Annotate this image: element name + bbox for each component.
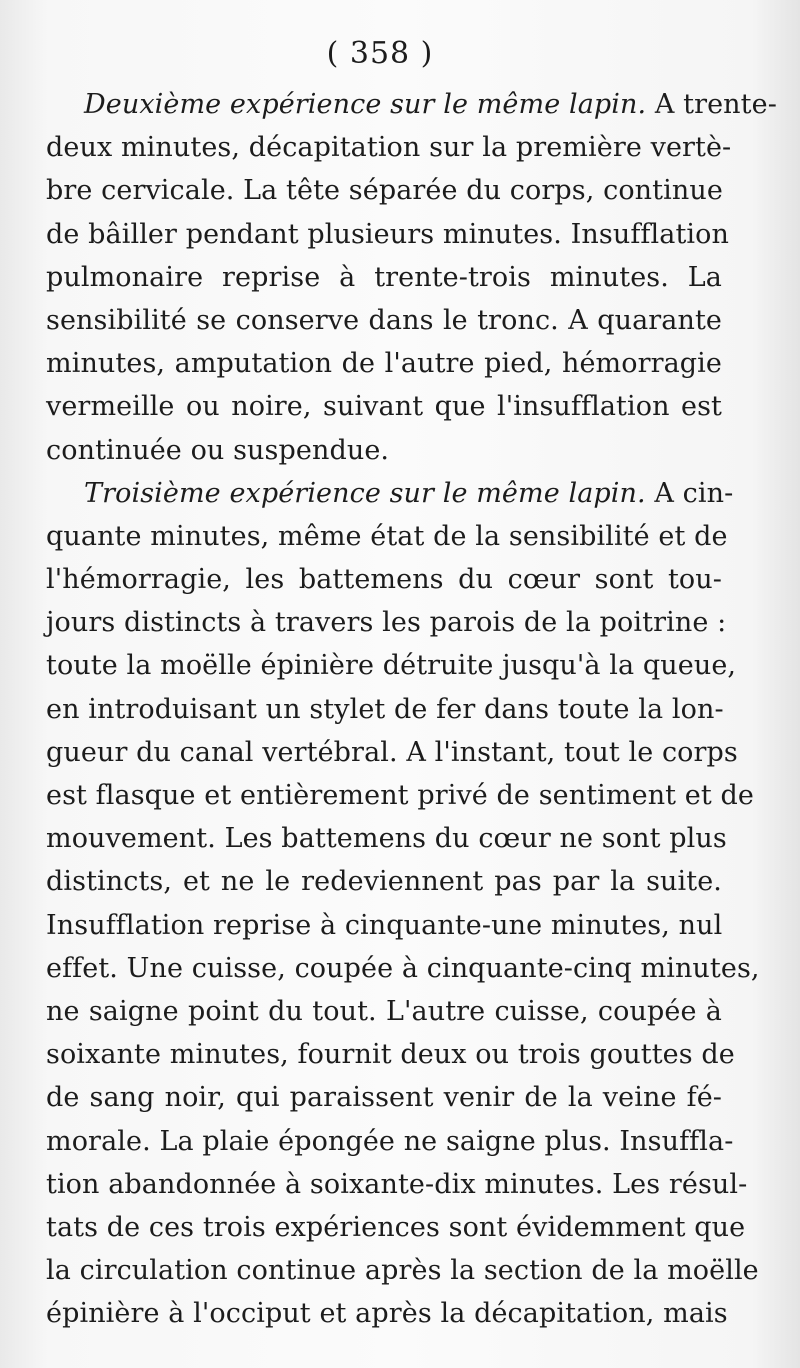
text-line: sensibilité se conserve dans le tronc. A quarante	[46, 304, 722, 336]
text-line: distincts, et ne le redeviennent pas par la suite.	[46, 866, 722, 898]
text-line: tion abandonnée à soixante-dix minutes. Les résul-	[46, 1168, 748, 1200]
text-line: ne saigne point du tout. L'autre cuisse, coupée à	[46, 995, 722, 1027]
text-line	[46, 472, 734, 515]
text-run: A cin-	[645, 477, 734, 509]
text-line: épinière à l'occiput et après la décapitation, mais	[46, 1298, 728, 1330]
body-text	[46, 83, 777, 1335]
text-line: la circulation continue après la section de la moëlle	[46, 1255, 759, 1287]
text-line: continuée ou suspendue.	[46, 434, 390, 466]
text-line: tats de ces trois expériences sont évidemment que	[46, 1211, 746, 1243]
experiment-heading: Troisième expérience sur le même lapin.	[84, 477, 646, 509]
text-line: de sang noir, qui paraissent venir de la veine fé-	[46, 1082, 722, 1114]
text-line: toute la moëlle épinière détruite jusqu'à la queue,	[46, 650, 737, 682]
text-line: pulmonaire reprise à trente-trois minutes. La	[46, 261, 722, 293]
text-line: bre cervicale. La tête séparée du corps, continue	[46, 175, 723, 207]
text-line: vermeille ou noire, suivant que l'insufflation est	[46, 391, 722, 423]
text-line: deux minutes, décapitation sur la première vertè-	[46, 132, 732, 164]
text-line	[46, 83, 777, 126]
text-line: mouvement. Les battemens du cœur ne sont plus	[46, 823, 727, 855]
paragraph-deuxieme-experience	[46, 83, 777, 472]
text-line: en introduisant un stylet de fer dans toute la lon-	[46, 693, 724, 725]
text-line: est flasque et entièrement privé de sentiment et de	[46, 780, 754, 811]
experiment-heading: Deuxième expérience sur le même lapin.	[84, 89, 647, 120]
text-run: A trente-	[646, 89, 777, 120]
text-line: minutes, amputation de l'autre pied, hémorragie	[46, 348, 722, 380]
text-line: l'hémorragie, les battemens du cœur sont tou-	[46, 564, 722, 596]
paragraph-troisieme-experience	[46, 472, 760, 1336]
text-line: morale. La plaie épongée ne saigne plus. Insuffla-	[46, 1125, 734, 1157]
text-line: soixante minutes, fournit deux ou trois gouttes de	[46, 1039, 735, 1071]
text-line: quante minutes, même état de la sensibilité et de	[46, 520, 728, 552]
page-number: ( 358 )	[326, 36, 434, 71]
text-line: jours distincts à travers les parois de la poitrine :	[46, 607, 727, 639]
text-line: gueur du canal vertébral. A l'instant, tout le corps	[46, 736, 738, 768]
text-line: Insufflation reprise à cinquante-une minutes, nul	[46, 909, 723, 941]
text-line: de bâiller pendant plusieurs minutes. Insufflation	[46, 218, 729, 250]
text-line: effet. Une cuisse, coupée à cinquante-cinq minutes,	[46, 952, 760, 984]
